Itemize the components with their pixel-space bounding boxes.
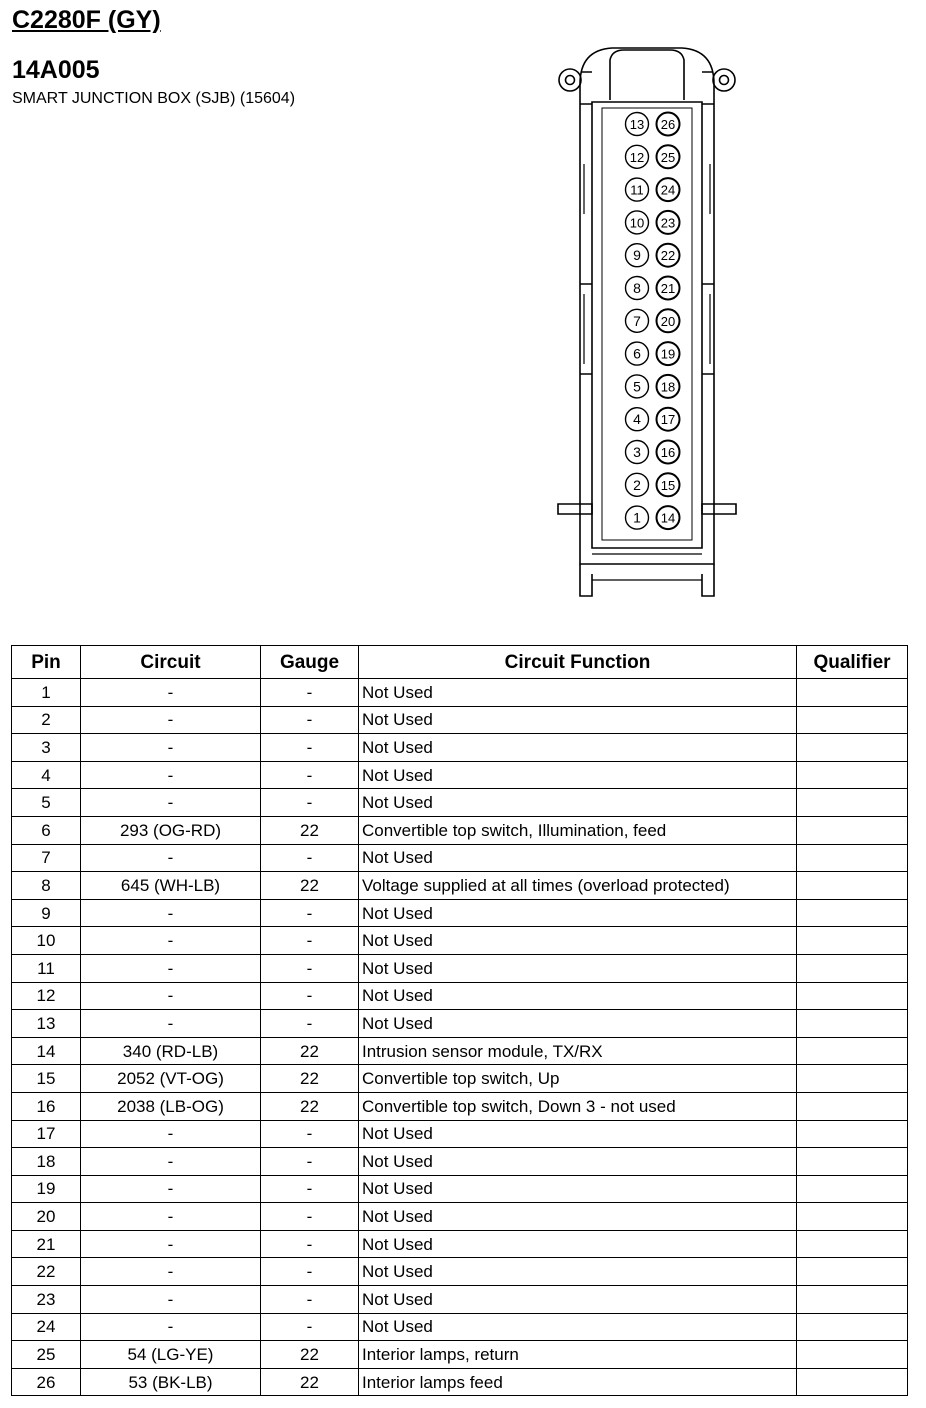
pin-label: 23 — [660, 215, 676, 231]
qualifier — [797, 1120, 908, 1148]
qualifier — [797, 1010, 908, 1038]
wire-gauge: - — [261, 1258, 359, 1286]
circuit-function: Convertible top switch, Illumination, feed — [359, 816, 797, 844]
mounting-rail-right — [702, 504, 736, 514]
connector-face-diagram — [552, 44, 742, 600]
qualifier — [797, 899, 908, 927]
wire-gauge: - — [261, 844, 359, 872]
pin-assignment-table — [11, 645, 908, 1396]
table-row — [12, 1258, 908, 1286]
pin-number: 18 — [12, 1148, 81, 1176]
pin-number: 24 — [12, 1313, 81, 1341]
circuit-number: - — [81, 761, 261, 789]
qualifier — [797, 1175, 908, 1203]
part-description: SMART JUNCTION BOX (SJB) (15604) — [12, 90, 296, 107]
wire-gauge: - — [261, 1313, 359, 1341]
qualifier — [797, 1368, 908, 1396]
circuit-function: Convertible top switch, Down 3 - not used — [359, 1092, 797, 1120]
wire-gauge: - — [261, 1120, 359, 1148]
pin-label: 14 — [660, 510, 676, 526]
wire-gauge: - — [261, 761, 359, 789]
circuit-number: - — [81, 954, 261, 982]
pin-label: 11 — [630, 182, 644, 198]
circuit-number: 293 (OG-RD) — [81, 816, 261, 844]
left-ear-tab — [559, 69, 581, 91]
wire-gauge: - — [261, 1175, 359, 1203]
pin-number: 2 — [12, 706, 81, 734]
table-row — [12, 1037, 908, 1065]
circuit-function: Not Used — [359, 761, 797, 789]
circuit-function: Not Used — [359, 844, 797, 872]
pin-label: 24 — [660, 182, 676, 198]
circuit-number: - — [81, 789, 261, 817]
qualifier — [797, 1065, 908, 1093]
wire-gauge: 22 — [261, 1065, 359, 1093]
wire-gauge: - — [261, 1010, 359, 1038]
wire-gauge: 22 — [261, 872, 359, 900]
circuit-number: - — [81, 1230, 261, 1258]
table-row — [12, 679, 908, 707]
pin-number: 5 — [12, 789, 81, 817]
circuit-number: 340 (RD-LB) — [81, 1037, 261, 1065]
wire-gauge: - — [261, 734, 359, 762]
table-row — [12, 1120, 908, 1148]
circuit-function: Not Used — [359, 1010, 797, 1038]
qualifier — [797, 1092, 908, 1120]
table-row — [12, 1065, 908, 1093]
qualifier — [797, 816, 908, 844]
qualifier — [797, 1341, 908, 1369]
pin-label: 10 — [629, 215, 645, 231]
pin-label: 22 — [660, 248, 676, 264]
pin-label: 17 — [660, 412, 676, 428]
circuit-function: Not Used — [359, 706, 797, 734]
qualifier — [797, 954, 908, 982]
table-row — [12, 872, 908, 900]
pin-number: 10 — [12, 927, 81, 955]
pin-label: 25 — [660, 149, 676, 165]
pin-number: 26 — [12, 1368, 81, 1396]
qualifier — [797, 1258, 908, 1286]
circuit-function: Not Used — [359, 734, 797, 762]
circuit-function: Not Used — [359, 1175, 797, 1203]
circuit-function: Not Used — [359, 954, 797, 982]
circuit-number: - — [81, 734, 261, 762]
pin-label: 4 — [633, 411, 641, 428]
header-pin: Pin — [12, 646, 81, 679]
qualifier — [797, 734, 908, 762]
circuit-function: Convertible top switch, Up — [359, 1065, 797, 1093]
table-row — [12, 1175, 908, 1203]
wire-gauge: 22 — [261, 1341, 359, 1369]
pin-number: 3 — [12, 734, 81, 762]
wire-gauge: - — [261, 899, 359, 927]
circuit-function: Voltage supplied at all times (overload protected) — [359, 872, 797, 900]
wire-gauge: - — [261, 954, 359, 982]
circuit-function: Not Used — [359, 1313, 797, 1341]
qualifier — [797, 1037, 908, 1065]
circuit-function: Not Used — [359, 1203, 797, 1231]
part-number: 14A005 — [12, 56, 100, 84]
circuit-number: - — [81, 1203, 261, 1231]
header-gauge: Gauge — [261, 646, 359, 679]
wire-gauge: - — [261, 789, 359, 817]
pin-number: 22 — [12, 1258, 81, 1286]
pin-number: 12 — [12, 982, 81, 1010]
circuit-function: Not Used — [359, 982, 797, 1010]
qualifier — [797, 1313, 908, 1341]
pin-number: 6 — [12, 816, 81, 844]
pin-number: 1 — [12, 679, 81, 707]
circuit-number: 2038 (LB-OG) — [81, 1092, 261, 1120]
qualifier — [797, 706, 908, 734]
circuit-number: - — [81, 1258, 261, 1286]
pin-number: 21 — [12, 1230, 81, 1258]
circuit-number: - — [81, 1148, 261, 1176]
connector-foot-right — [702, 564, 714, 596]
right-ear-tab — [713, 69, 735, 91]
circuit-number: - — [81, 1286, 261, 1314]
pin-label: 2 — [633, 476, 641, 493]
table-row — [12, 954, 908, 982]
wire-gauge: 22 — [261, 1037, 359, 1065]
qualifier — [797, 1230, 908, 1258]
pin-cavity-grid — [626, 113, 680, 530]
pin-label: 21 — [660, 281, 676, 296]
pin-label: 7 — [633, 312, 641, 329]
pin-label: 6 — [633, 345, 641, 362]
pin-number: 23 — [12, 1286, 81, 1314]
table-row — [12, 734, 908, 762]
wire-gauge: 22 — [261, 816, 359, 844]
wire-gauge: - — [261, 1148, 359, 1176]
table-row — [12, 1341, 908, 1369]
table-row — [12, 844, 908, 872]
table-row — [12, 1148, 908, 1176]
circuit-number: - — [81, 844, 261, 872]
table-row — [12, 899, 908, 927]
circuit-function: Not Used — [359, 1148, 797, 1176]
circuit-number: - — [81, 982, 261, 1010]
qualifier — [797, 872, 908, 900]
wire-gauge: 22 — [261, 1368, 359, 1396]
pin-number: 17 — [12, 1120, 81, 1148]
circuit-number: 2052 (VT-OG) — [81, 1065, 261, 1093]
wire-gauge: 22 — [261, 1092, 359, 1120]
circuit-number: - — [81, 706, 261, 734]
table-row — [12, 1230, 908, 1258]
pin-label: 18 — [660, 379, 676, 395]
circuit-number: 53 (BK-LB) — [81, 1368, 261, 1396]
circuit-number: 645 (WH-LB) — [81, 872, 261, 900]
circuit-number: - — [81, 927, 261, 955]
table-row — [12, 706, 908, 734]
header-qualifier: Qualifier — [797, 646, 908, 679]
table-row — [12, 1203, 908, 1231]
connector-foot-left — [580, 564, 592, 596]
pin-label: 8 — [633, 280, 641, 296]
pin-number: 19 — [12, 1175, 81, 1203]
circuit-number: - — [81, 1120, 261, 1148]
circuit-function: Interior lamps, return — [359, 1341, 797, 1369]
pin-label: 3 — [633, 444, 641, 460]
pin-label: 16 — [660, 445, 676, 460]
circuit-number: - — [81, 679, 261, 707]
circuit-function: Not Used — [359, 679, 797, 707]
circuit-function: Not Used — [359, 927, 797, 955]
circuit-number: 54 (LG-YE) — [81, 1341, 261, 1369]
pin-label: 15 — [660, 477, 676, 493]
qualifier — [797, 927, 908, 955]
table-row — [12, 1368, 908, 1396]
wire-gauge: - — [261, 927, 359, 955]
wire-gauge: - — [261, 679, 359, 707]
wire-gauge: - — [261, 706, 359, 734]
qualifier — [797, 844, 908, 872]
pin-label: 1 — [633, 509, 641, 526]
pin-number: 15 — [12, 1065, 81, 1093]
qualifier — [797, 982, 908, 1010]
header-circuit-function: Circuit Function — [359, 646, 797, 679]
circuit-number: - — [81, 1175, 261, 1203]
qualifier — [797, 789, 908, 817]
pin-number: 16 — [12, 1092, 81, 1120]
qualifier — [797, 1203, 908, 1231]
qualifier — [797, 1286, 908, 1314]
pin-number: 14 — [12, 1037, 81, 1065]
wire-gauge: - — [261, 1230, 359, 1258]
pin-label: 19 — [660, 346, 676, 362]
circuit-function: Not Used — [359, 899, 797, 927]
circuit-function: Not Used — [359, 789, 797, 817]
pin-label: 26 — [660, 117, 676, 132]
circuit-number: - — [81, 1313, 261, 1341]
table-row — [12, 816, 908, 844]
table-row — [12, 1092, 908, 1120]
mounting-rail-left — [558, 504, 592, 514]
circuit-function: Not Used — [359, 1230, 797, 1258]
pin-number: 7 — [12, 844, 81, 872]
pin-label: 13 — [629, 117, 645, 132]
wire-gauge: - — [261, 1203, 359, 1231]
pin-number: 13 — [12, 1010, 81, 1038]
circuit-function: Not Used — [359, 1258, 797, 1286]
table-row — [12, 1313, 908, 1341]
table-header-row — [12, 646, 908, 679]
pin-number: 25 — [12, 1341, 81, 1369]
pin-number: 8 — [12, 872, 81, 900]
circuit-function: Interior lamps feed — [359, 1368, 797, 1396]
circuit-function: Not Used — [359, 1286, 797, 1314]
pin-label: 9 — [633, 247, 641, 264]
circuit-function: Not Used — [359, 1120, 797, 1148]
pin-number: 4 — [12, 761, 81, 789]
qualifier — [797, 1148, 908, 1176]
table-row — [12, 761, 908, 789]
circuit-number: - — [81, 899, 261, 927]
header-circuit: Circuit — [81, 646, 261, 679]
wire-gauge: - — [261, 1286, 359, 1314]
table-row — [12, 1286, 908, 1314]
circuit-number: - — [81, 1010, 261, 1038]
table-row — [12, 927, 908, 955]
table-row — [12, 1010, 908, 1038]
table-row — [12, 982, 908, 1010]
pin-label: 12 — [629, 149, 645, 165]
qualifier — [797, 761, 908, 789]
wire-gauge: - — [261, 982, 359, 1010]
pin-number: 20 — [12, 1203, 81, 1231]
connector-latch — [610, 50, 684, 100]
pin-number: 9 — [12, 899, 81, 927]
pin-label: 20 — [660, 313, 676, 329]
pin-number: 11 — [12, 954, 81, 982]
qualifier — [797, 679, 908, 707]
circuit-function: Intrusion sensor module, TX/RX — [359, 1037, 797, 1065]
table-row — [12, 789, 908, 817]
connector-id-title: C2280F (GY) — [12, 6, 161, 34]
pin-label: 5 — [633, 378, 641, 395]
